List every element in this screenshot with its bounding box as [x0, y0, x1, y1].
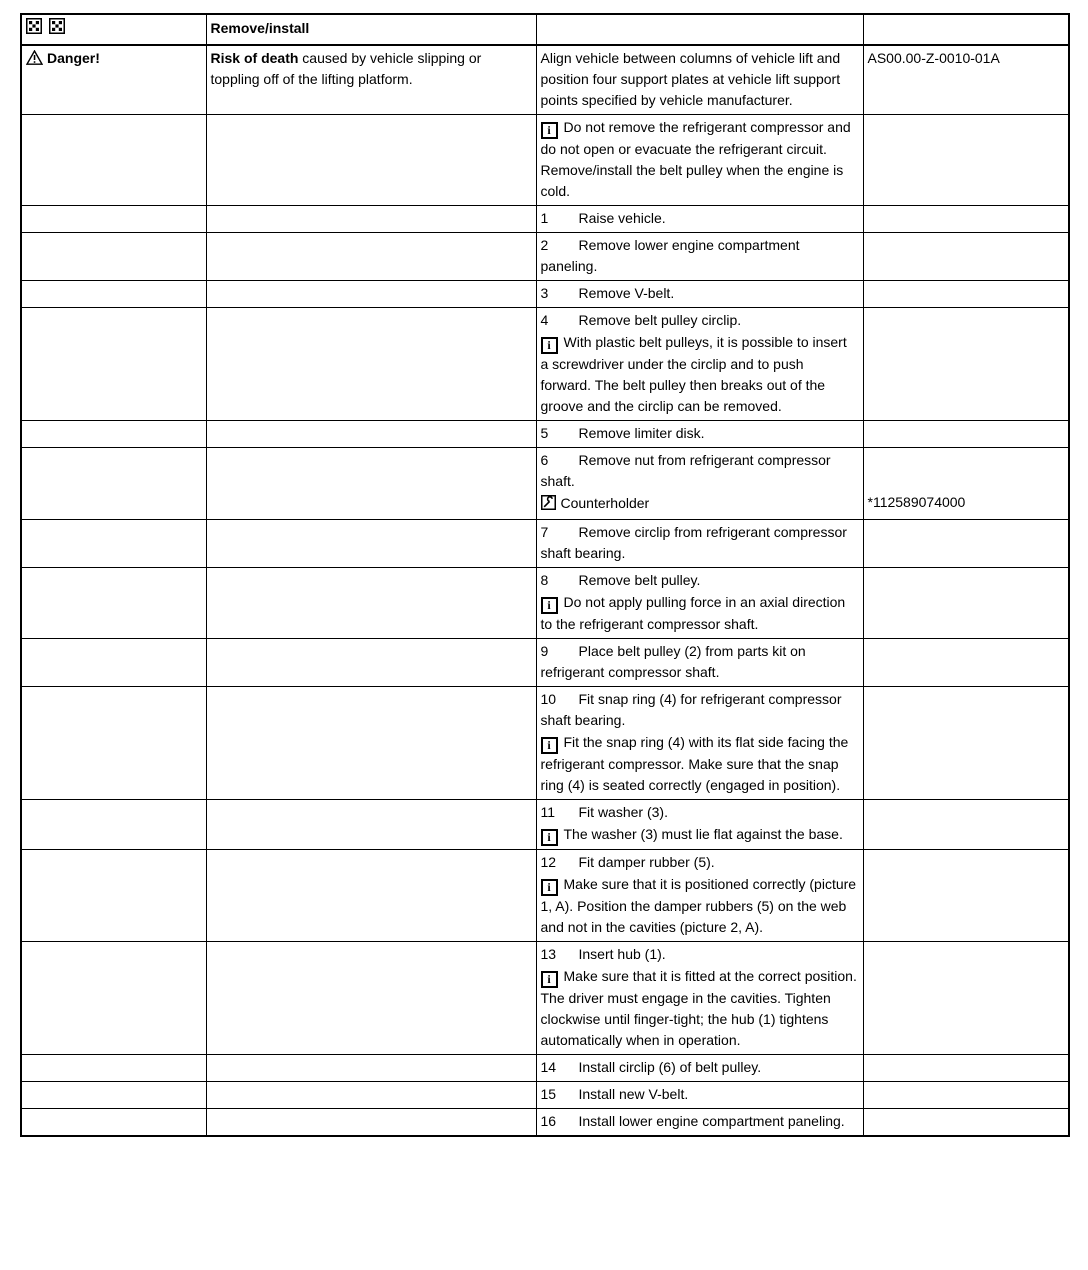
- step-text: Install circlip (6) of belt pulley.: [578, 1059, 762, 1075]
- info-text: The washer (3) must lie flat against the base.: [563, 826, 843, 842]
- step-number: 7: [540, 524, 549, 540]
- table-row: [21, 800, 1069, 850]
- step-number: 15: [540, 1086, 557, 1102]
- info-text: Fit the snap ring (4) with its flat side facing the refrigerant compressor. Make sure that the snap ring (4) is seated correctly (engaged in position).: [540, 734, 849, 793]
- table-row: [21, 233, 1069, 281]
- step-number: 8: [540, 572, 549, 588]
- step-text: Remove belt pulley.: [578, 572, 701, 588]
- reference-cell: [863, 800, 1069, 850]
- instruction-cell: [536, 45, 863, 115]
- step-number: 12: [540, 854, 557, 870]
- info-text: With plastic belt pulleys, it is possible to insert a screwdriver under the circlip and to push forward. The belt pulley then breaks out of the groove and the circlip can be removed.: [540, 334, 847, 414]
- action-cell: [206, 520, 536, 568]
- risk-lead-label: Risk of death: [210, 50, 299, 66]
- symbol-cell: [21, 800, 206, 850]
- reference-code: AS00.00-Z-0010-01A: [867, 50, 1000, 66]
- action-cell: [206, 206, 536, 233]
- table-row: [21, 14, 1069, 45]
- info-icon: i: [541, 337, 558, 354]
- symbol-cell: [21, 520, 206, 568]
- info-icon: i: [541, 829, 558, 846]
- info-note: [541, 874, 858, 938]
- action-cell: [206, 639, 536, 687]
- instruction-cell: [536, 800, 863, 850]
- step-item: [541, 522, 858, 564]
- symbol-cell: [21, 233, 206, 281]
- symbol-cell: [21, 14, 206, 45]
- step-number: 16: [540, 1113, 557, 1129]
- table-row: [21, 942, 1069, 1055]
- reference-cell: [863, 1055, 1069, 1082]
- instruction-cell: [536, 639, 863, 687]
- symbol-cell: [21, 206, 206, 233]
- instruction-cell: [536, 1109, 863, 1137]
- step-text: Remove limiter disk.: [578, 425, 705, 441]
- risk-text: caused by vehicle slipping or toppling off of the lifting platform.: [210, 50, 482, 87]
- instruction-text: Align vehicle between columns of vehicle lift and position four support plates at vehicle lift support points specified by vehicle manufacturer.: [540, 50, 841, 108]
- action-cell: [206, 14, 536, 45]
- step-number: 4: [540, 312, 549, 328]
- symbol-cell: [21, 1109, 206, 1137]
- info-note: [541, 732, 858, 796]
- reference-cell: [863, 421, 1069, 448]
- reference-cell: [863, 281, 1069, 308]
- info-note: [541, 117, 858, 202]
- action-cell: [206, 281, 536, 308]
- reference-cell: [863, 942, 1069, 1055]
- step-item: [541, 310, 858, 331]
- info-note: [541, 332, 858, 417]
- step-item: [541, 208, 858, 229]
- instruction-cell: [536, 281, 863, 308]
- table-row: [21, 568, 1069, 639]
- info-text: Make sure that it is positioned correctly (picture 1, A). Position the damper rubbers (5) on the web and not in the cavities (picture 2, A).: [540, 876, 857, 935]
- info-text: Do not remove the refrigerant compressor and do not open or evacuate the refrigerant circuit. Remove/install the belt pulley when the engine is cold.: [540, 119, 851, 199]
- step-text: Place belt pulley (2) from parts kit on refrigerant compressor shaft.: [540, 643, 806, 680]
- info-icon: i: [541, 971, 558, 988]
- table-row: [21, 1082, 1069, 1109]
- danger-label: Danger!: [47, 50, 100, 66]
- symbol-cell: [21, 45, 206, 115]
- step-text: Remove lower engine compartment paneling.: [540, 237, 800, 274]
- action-cell: [206, 687, 536, 800]
- step-text: Insert hub (1).: [578, 946, 666, 962]
- instruction-cell: [536, 850, 863, 942]
- step-item: [541, 641, 858, 683]
- symbol-cell: [21, 942, 206, 1055]
- info-icon: i: [541, 879, 558, 896]
- reference-cell: [863, 14, 1069, 45]
- step-item: [541, 450, 858, 492]
- action-cell: [206, 568, 536, 639]
- table-row: [21, 281, 1069, 308]
- table-row: [21, 115, 1069, 206]
- step-item: [541, 689, 858, 731]
- reference-cell: [863, 850, 1069, 942]
- reference-code: *112589074000: [867, 494, 966, 510]
- table-row: [21, 308, 1069, 421]
- step-text: Install new V-belt.: [578, 1086, 689, 1102]
- info-note: [541, 824, 858, 846]
- symbol-cell: [21, 639, 206, 687]
- symbol-cell: [21, 1082, 206, 1109]
- step-number: 13: [540, 946, 557, 962]
- reference-cell: [863, 115, 1069, 206]
- info-note: [541, 592, 858, 635]
- step-number: 5: [540, 425, 549, 441]
- step-item: [541, 283, 858, 304]
- step-text: Fit washer (3).: [578, 804, 668, 820]
- reference-cell: [863, 520, 1069, 568]
- reference-cell: [863, 568, 1069, 639]
- action-cell: [206, 1082, 536, 1109]
- action-cell: [206, 942, 536, 1055]
- action-cell: [206, 45, 536, 115]
- symbol-cell: [21, 308, 206, 421]
- symbol-cell: [21, 568, 206, 639]
- symbol-cell: [21, 115, 206, 206]
- info-icon: i: [541, 122, 558, 139]
- step-text: Raise vehicle.: [578, 210, 666, 226]
- procedure-table-body: [21, 14, 1069, 1136]
- instruction-cell: [536, 233, 863, 281]
- table-row: [21, 206, 1069, 233]
- step-number: 10: [540, 691, 557, 707]
- reference-cell: [863, 206, 1069, 233]
- step-item: [541, 944, 858, 965]
- action-cell: [206, 1109, 536, 1137]
- step-number: 14: [540, 1059, 557, 1075]
- action-cell: [206, 115, 536, 206]
- step-number: 6: [540, 452, 549, 468]
- step-item: [541, 1111, 858, 1132]
- step-text: Remove nut from refrigerant compressor shaft.: [540, 452, 831, 489]
- symbol-cell: [21, 448, 206, 520]
- reference-cell: [863, 45, 1069, 115]
- step-number: 1: [540, 210, 549, 226]
- reference-cell: [863, 639, 1069, 687]
- reference-cell: [863, 1082, 1069, 1109]
- step-item: [541, 423, 858, 444]
- action-cell: [206, 308, 536, 421]
- symbol-cell: [21, 421, 206, 448]
- step-item: [541, 1057, 858, 1078]
- instruction-cell: [536, 687, 863, 800]
- reference-cell: [863, 1109, 1069, 1137]
- step-item: [541, 235, 858, 277]
- document-symbol-icon: [26, 18, 42, 40]
- info-text: Make sure that it is fitted at the correct position. The driver must engage in the cavities. Tighten clockwise until finger-tight; the hub (1) tightens automatically when in operation.: [540, 968, 857, 1048]
- reference-cell: [863, 233, 1069, 281]
- step-text: Remove belt pulley circlip.: [578, 312, 742, 328]
- step-text: Fit snap ring (4) for refrigerant compressor shaft bearing.: [540, 691, 842, 728]
- table-row: [21, 520, 1069, 568]
- instruction-cell: [536, 568, 863, 639]
- step-number: 11: [540, 804, 556, 820]
- instruction-cell: [536, 308, 863, 421]
- reference-cell: [863, 687, 1069, 800]
- special-tool-label: Counterholder: [560, 495, 650, 511]
- table-row: [21, 850, 1069, 942]
- instruction-cell: [536, 942, 863, 1055]
- instruction-cell: [536, 1082, 863, 1109]
- table-row: [21, 639, 1069, 687]
- reference-cell: [863, 308, 1069, 421]
- symbol-cell: [21, 687, 206, 800]
- table-row: [21, 448, 1069, 520]
- warning-triangle-icon: [26, 50, 43, 71]
- instruction-cell: [536, 115, 863, 206]
- column-header-label: Remove/install: [210, 20, 310, 36]
- step-text: Install lower engine compartment paneling.: [578, 1113, 845, 1129]
- info-icon: i: [541, 737, 558, 754]
- symbol-cell: [21, 1055, 206, 1082]
- step-number: 2: [540, 237, 549, 253]
- step-text: Fit damper rubber (5).: [578, 854, 715, 870]
- symbol-cell: [21, 281, 206, 308]
- instruction-cell: [536, 448, 863, 520]
- step-number: 9: [540, 643, 549, 659]
- step-text: Remove V-belt.: [578, 285, 675, 301]
- action-cell: [206, 233, 536, 281]
- instruction-cell: [536, 14, 863, 45]
- instruction-cell: [536, 520, 863, 568]
- procedure-table: [20, 13, 1070, 1137]
- document-symbol-icon: [49, 18, 65, 40]
- action-cell: [206, 800, 536, 850]
- reference-cell: [863, 448, 1069, 520]
- step-item: [541, 1084, 858, 1105]
- action-cell: [206, 850, 536, 942]
- instruction-cell: [536, 206, 863, 233]
- table-row: [21, 421, 1069, 448]
- info-text: Do not apply pulling force in an axial direction to the refrigerant compressor shaft.: [540, 594, 846, 632]
- table-row: [21, 1055, 1069, 1082]
- special-tool-icon: [541, 495, 556, 516]
- table-row: [21, 687, 1069, 800]
- info-note: [541, 966, 858, 1051]
- table-row: [21, 45, 1069, 115]
- special-tool-ref: [541, 493, 858, 516]
- step-item: [541, 570, 858, 591]
- step-item: [541, 852, 858, 873]
- action-cell: [206, 421, 536, 448]
- action-cell: [206, 1055, 536, 1082]
- step-text: Remove circlip from refrigerant compressor shaft bearing.: [540, 524, 847, 561]
- info-icon: i: [541, 597, 558, 614]
- step-item: [541, 802, 858, 823]
- step-number: 3: [540, 285, 549, 301]
- symbol-cell: [21, 850, 206, 942]
- action-cell: [206, 448, 536, 520]
- instruction-cell: [536, 421, 863, 448]
- instruction-cell: [536, 1055, 863, 1082]
- table-row: [21, 1109, 1069, 1137]
